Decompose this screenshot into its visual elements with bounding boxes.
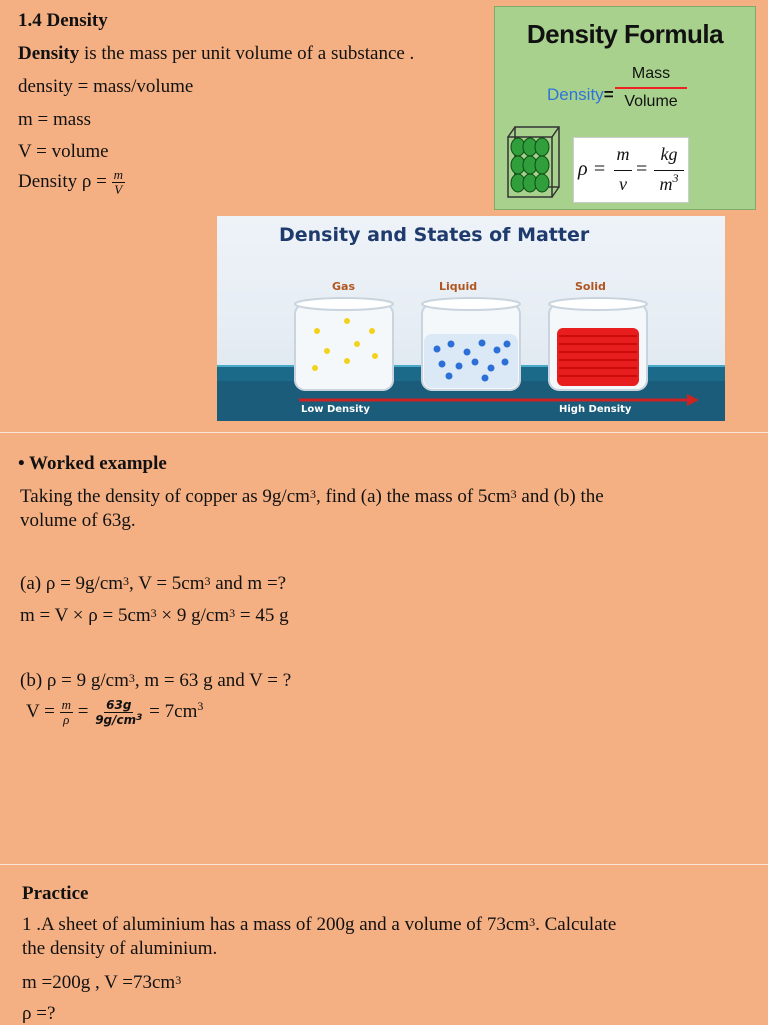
worked-question-line2: volume of 63g. (20, 510, 136, 531)
worked-example-heading: • Worked example (18, 453, 167, 474)
value-fraction: $\frac{63g}{9g/cm^3}$ (95, 698, 143, 727)
practice-given: m =200g , $V =73cm^3$ (22, 972, 182, 993)
practice-unknown: ρ =? (22, 1003, 56, 1024)
volume-symbol: V = volume (18, 141, 109, 162)
density-formula-card (494, 6, 756, 210)
rho-denominator: v (619, 174, 627, 194)
worked-question-line1: Taking the density of copper as $9g/cm^3$, find (a) the mass of $5cm^3$ and (b) the (20, 486, 604, 507)
definition-text: is the mass per unit volume of a substance . (83, 43, 415, 64)
section-heading: 1.4 Density (18, 10, 108, 31)
unit-denominator: $m^3$ (659, 171, 679, 194)
rho-symbol: ρ = (578, 158, 607, 180)
cube-of-spheres-icon (505, 125, 565, 201)
practice-question-line2: the density of aluminium. (22, 938, 218, 959)
answer-a-solution: $m = V \times \rho = 5cm^3 \times 9$ $g/cm^3 = 45$ g (20, 605, 289, 626)
answer-b-solution: V = $\frac{m}{\rho}$ = $\frac{63g}{9g/cm^3}$ = $7cm^3$ (26, 697, 204, 727)
density-formula (18, 168, 125, 197)
formula-card-numerator: Mass (631, 65, 671, 82)
practice-question-line1: 1 .A sheet of aluminium has a mass of 200g and a volume of $73cm^3$. Calculate (22, 914, 617, 935)
unit-numerator: kg (660, 144, 678, 164)
rho-equals: = (636, 158, 648, 180)
volume-result: = $7cm^3$ (149, 699, 204, 722)
fraction-numerator: m (113, 167, 123, 182)
practice-heading: Practice (22, 883, 89, 904)
fraction-denominator: V (114, 182, 123, 197)
rho-formula-panel (573, 137, 689, 203)
mass-symbol: m = mass (18, 109, 91, 130)
answer-a-given: (a) $\rho = 9g/cm^3$, $V = 5cm^3$ and m =? (20, 573, 287, 594)
definition-term: Density (18, 43, 80, 64)
density-states-image (217, 216, 725, 421)
density-fraction (112, 168, 125, 197)
formula-card-title: Density Formula (526, 19, 724, 49)
section-divider (0, 432, 768, 433)
section-divider (0, 864, 768, 865)
solid-label: Solid (575, 280, 606, 293)
answer-b-given: (b) ρ = 9 $g/cm^3$, m = 63 g and V = ? (20, 670, 292, 691)
states-illustration (217, 216, 725, 421)
states-image-title: Density and States of Matter (279, 224, 590, 246)
liquid-label: Liquid (439, 280, 478, 293)
high-density-label: High Density (559, 404, 632, 415)
m-over-rho-fraction: $\frac{m}{\rho}$ (61, 697, 71, 727)
density-equation: density = mass/volume (18, 76, 194, 97)
density-definition (18, 43, 414, 65)
volume-label: V = (26, 700, 55, 722)
formula-card-density-label: Density= (547, 85, 614, 104)
formula-card-fraction (615, 65, 687, 111)
formula-card-denominator: Volume (624, 93, 678, 110)
density-formula-label: Density ρ = (18, 170, 107, 192)
rho-numerator: m (616, 144, 630, 164)
gas-label: Gas (332, 280, 355, 293)
low-density-label: Low Density (301, 404, 370, 415)
